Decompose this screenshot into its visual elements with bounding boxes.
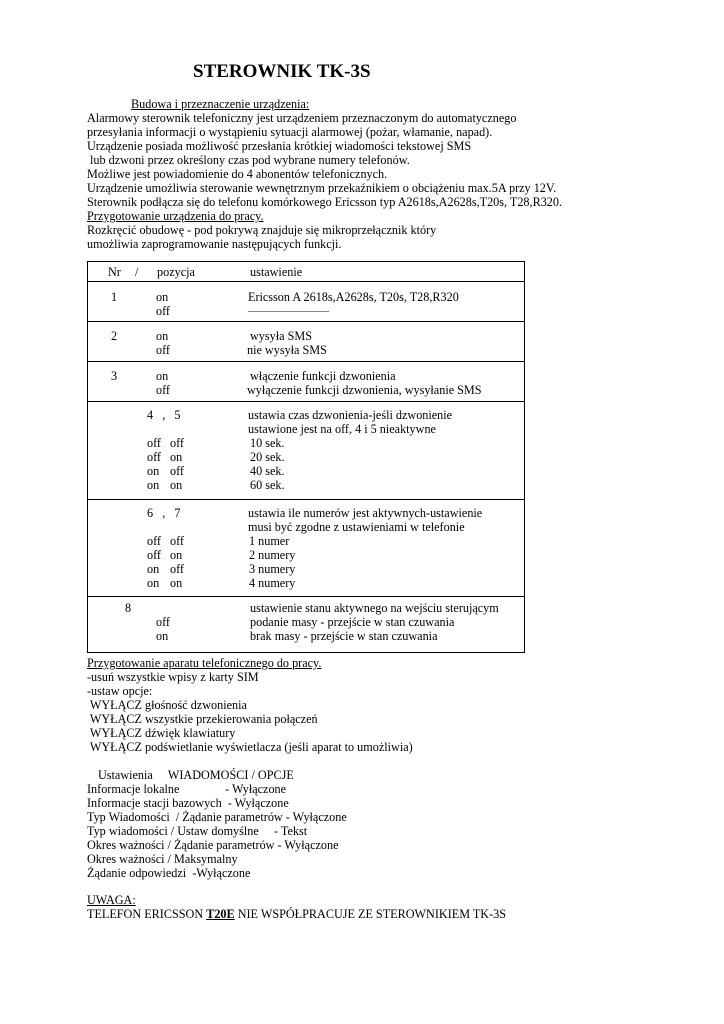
table-divider bbox=[87, 401, 525, 402]
intro-line: Urządzenie umożliwia sterowanie wewnętrznym przekaźnikiem o obciążeniu max.5A przy 12V. bbox=[87, 181, 557, 195]
switch-position: on bbox=[156, 629, 169, 643]
table-header-position: pozycja bbox=[157, 265, 195, 279]
intro-line: Urządzenie posiada możliwość przesłania krótkiej wiadomości tekstowej SMS bbox=[87, 139, 472, 153]
switch-number: 1 bbox=[111, 290, 118, 304]
switch-position: off bbox=[147, 548, 161, 562]
table-header-slash: / bbox=[135, 265, 139, 279]
page-title: STEROWNIK TK-3S bbox=[193, 61, 371, 82]
switch-position: on bbox=[156, 369, 169, 383]
phone-prep-line: WYŁĄCZ głośność dzwonienia bbox=[87, 698, 247, 712]
switch-number: 8 bbox=[125, 601, 132, 615]
switch-position: on bbox=[147, 576, 160, 590]
switch-number: 2 bbox=[111, 329, 118, 343]
table-header-setting: ustawienie bbox=[250, 265, 303, 279]
table-divider bbox=[87, 596, 525, 597]
switch-setting-desc: ustawia czas dzwonienia-jeśli dzwonienie bbox=[248, 408, 453, 422]
settings-line: Okres ważności / Żądanie parametrów - Wyłączone bbox=[87, 838, 339, 852]
switch-position: off bbox=[156, 304, 170, 318]
switch-setting-desc: ustawienie stanu aktywnego na wejściu sterującym bbox=[250, 601, 499, 615]
switch-setting: nie wysyła SMS bbox=[247, 343, 327, 357]
switch-value: 1 numer bbox=[249, 534, 290, 548]
switch-position: on bbox=[170, 576, 183, 590]
switch-position: on bbox=[156, 290, 169, 304]
switch-setting: Ericsson A 2618s,A2628s, T20s, T28,R320 bbox=[248, 290, 459, 304]
switch-setting-desc: musi być zgodne z ustawieniami w telefonie bbox=[248, 520, 465, 534]
settings-line: Typ wiadomości / Ustaw domyślne - Tekst bbox=[87, 824, 308, 838]
switch-position: off bbox=[147, 534, 161, 548]
switch-value: 40 sek. bbox=[250, 464, 285, 478]
intro-line: Możliwe jest powiadomienie do 4 abonentów telefonicznych. bbox=[87, 167, 388, 181]
switch-position: on bbox=[147, 478, 160, 492]
switch-value: 60 sek. bbox=[250, 478, 285, 492]
warning-model: T20E bbox=[206, 907, 235, 921]
table-divider bbox=[87, 321, 525, 322]
settings-line: Typ Wiadomości / Żądanie parametrów - Wyłączone bbox=[87, 810, 347, 824]
switch-number: 4 , 5 bbox=[147, 408, 181, 422]
intro-line: lub dzwoni przez określony czas pod wybrane numery telefonów. bbox=[87, 153, 410, 167]
switch-position: off bbox=[147, 450, 161, 464]
switch-position: on bbox=[147, 464, 160, 478]
warning-label: UWAGA: bbox=[87, 893, 136, 907]
switch-position: on bbox=[170, 548, 183, 562]
switch-setting: wysyła SMS bbox=[250, 329, 312, 343]
section-heading-purpose: Budowa i przeznaczenie urządzenia: bbox=[131, 97, 310, 111]
switch-position: on bbox=[147, 562, 160, 576]
switch-setting-dash: —————————— bbox=[248, 306, 328, 316]
switch-position: on bbox=[170, 478, 183, 492]
warning-pre: TELEFON ERICSSON bbox=[87, 907, 207, 921]
settings-heading: Ustawienia WIADOMOŚCI / OPCJE bbox=[98, 768, 294, 782]
section-heading-phone-prep: Przygotowanie aparatu telefonicznego do pracy. bbox=[87, 656, 322, 670]
section-heading-device-prep: Przygotowanie urządzenia do pracy. bbox=[87, 209, 264, 223]
phone-prep-line: WYŁĄCZ dźwięk klawiatury bbox=[87, 726, 236, 740]
switch-position: off bbox=[170, 464, 184, 478]
settings-line: Żądanie odpowiedzi -Wyłączone bbox=[87, 866, 251, 880]
table-header-nr: Nr bbox=[108, 265, 121, 279]
table-divider bbox=[87, 361, 525, 362]
switch-value: 20 sek. bbox=[250, 450, 285, 464]
table-divider bbox=[87, 499, 525, 500]
switch-position: off bbox=[170, 436, 184, 450]
phone-prep-line: -usuń wszystkie wpisy z karty SIM bbox=[87, 670, 259, 684]
switch-value: 4 numery bbox=[249, 576, 296, 590]
switch-position: off bbox=[156, 615, 170, 629]
switch-setting: podanie masy - przejście w stan czuwania bbox=[250, 615, 455, 629]
switch-position: off bbox=[156, 383, 170, 397]
settings-line: Informacje stacji bazowych - Wyłączone bbox=[87, 796, 289, 810]
intro-line: Alarmowy sterownik telefoniczny jest urządzeniem przeznaczonym do automatycznego bbox=[87, 111, 517, 125]
settings-line: Okres ważności / Maksymalny bbox=[87, 852, 238, 866]
settings-line: Informacje lokalne - Wyłączone bbox=[87, 782, 287, 796]
switch-setting: wyłączenie funkcji dzwonienia, wysyłanie SMS bbox=[247, 383, 482, 397]
switch-setting: włączenie funkcji dzwonienia bbox=[250, 369, 396, 383]
warning-text bbox=[87, 907, 506, 921]
switch-position: off bbox=[156, 343, 170, 357]
switch-position: off bbox=[147, 436, 161, 450]
switch-setting-desc: ustawia ile numerów jest aktywnych-ustawienie bbox=[248, 506, 483, 520]
switch-value: 10 sek. bbox=[250, 436, 285, 450]
device-prep-line: umożliwia zaprogramowanie następujących funkcji. bbox=[87, 237, 342, 251]
switch-number: 6 , 7 bbox=[147, 506, 181, 520]
switch-value: 3 numery bbox=[249, 562, 296, 576]
switch-number: 3 bbox=[111, 369, 118, 383]
intro-line: przesyłania informacji o wystąpieniu sytuacji alarmowej (pożar, włamanie, napad). bbox=[87, 125, 493, 139]
warning-post: NIE WSPÓŁPRACUJE ZE STEROWNIKIEM TK-3S bbox=[234, 907, 507, 921]
phone-prep-line: WYŁĄCZ wszystkie przekierowania połączeń bbox=[87, 712, 318, 726]
switch-setting: brak masy - przejście w stan czuwania bbox=[250, 629, 438, 643]
switch-position: on bbox=[156, 329, 169, 343]
intro-line: Sterownik podłącza się do telefonu komórkowego Ericsson typ A2618s,A2628s,T20s, T28,R320. bbox=[87, 195, 563, 209]
switch-position: off bbox=[170, 562, 184, 576]
switch-setting-desc: ustawione jest na off, 4 i 5 nieaktywne bbox=[248, 422, 436, 436]
switch-position: on bbox=[170, 450, 183, 464]
device-prep-line: Rozkręcić obudowę - pod pokrywą znajduje się mikroprzełącznik który bbox=[87, 223, 437, 237]
phone-prep-line: WYŁĄCZ podświetlanie wyświetlacza (jeśli aparat to umożliwia) bbox=[87, 740, 413, 754]
table-divider bbox=[87, 281, 525, 282]
switch-value: 2 numery bbox=[249, 548, 296, 562]
switch-position: off bbox=[170, 534, 184, 548]
phone-prep-line: -ustaw opcje: bbox=[87, 684, 153, 698]
